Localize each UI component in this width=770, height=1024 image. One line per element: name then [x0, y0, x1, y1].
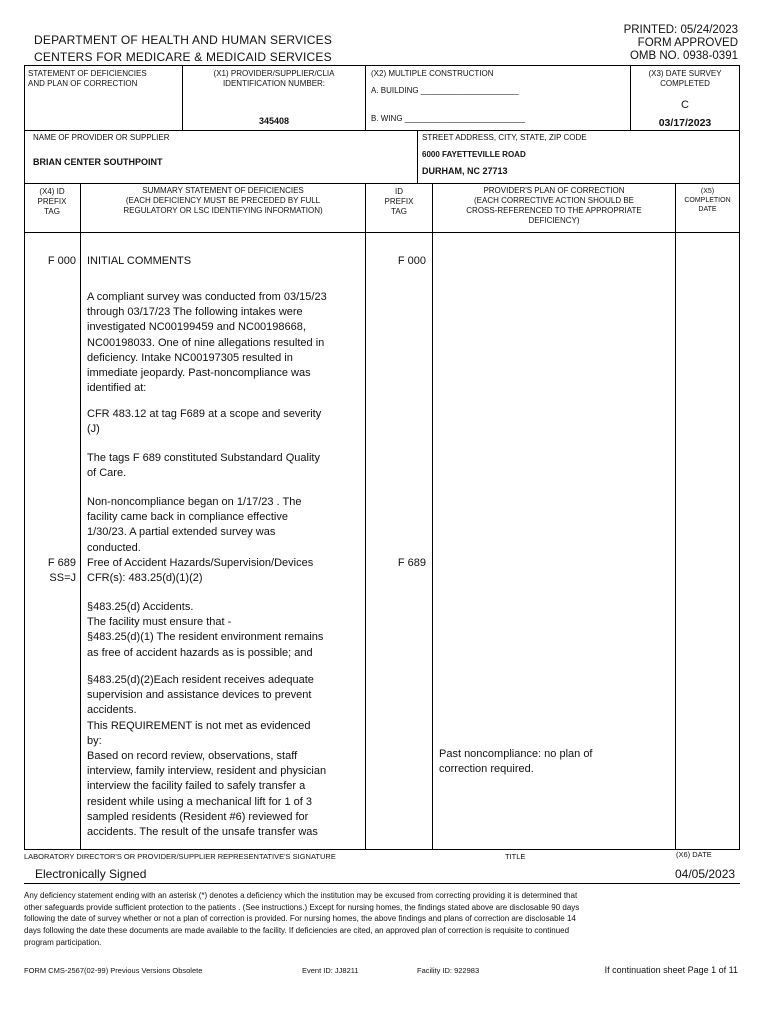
address-label: STREET ADDRESS, CITY, STATE, ZIP CODE — [422, 133, 587, 142]
disclosure-footnote: Any deficiency statement ending with an asterisk (*) denotes a deficiency which the institution may be excused from correcting providing it is determined that other safeguards provide sufficient protection to the patients . (See instructions.) Except for nursing homes, the findings stated above are disclosable 90 days following the date of survey whether or not a plan of correction is provided. For nursing homes, the above findings and plans of correction are disclosable 14 days following the date these documents are made available to the facility. If deficiencies are cited, an approved plan of correction is requisite to continued program participation. — [24, 891, 580, 947]
x5-header: (X5) COMPLETION DATE — [684, 188, 731, 213]
printed-date: PRINTED: 05/24/2023 — [623, 24, 738, 36]
x3-label: (X3) DATE SURVEY COMPLETED — [648, 69, 722, 88]
provider-name: BRIAN CENTER SOUTHPOINT — [33, 157, 163, 167]
page-number: If continuation sheet Page 1 of 11 — [604, 965, 738, 975]
provider-label: NAME OF PROVIDER OR SUPPLIER — [33, 133, 170, 142]
date-label: (X6) DATE — [676, 850, 712, 859]
survey-code: C — [681, 99, 689, 111]
wing-field: B. WING ___________________________ — [371, 114, 525, 123]
signature-value: Electronically Signed — [35, 867, 147, 881]
tag-f000-right: F 000 — [397, 255, 426, 267]
signature-date: 04/05/2023 — [675, 867, 736, 881]
f689-title: Free of Accident Hazards/Supervision/Devices CFR(s): 483.25(d)(1)(2) — [87, 557, 314, 585]
survey-date: 03/17/2023 — [658, 117, 712, 129]
paragraph-requirement: §483.25(d)(2)Each resident receives adequate supervision and assistance devices to prevent accidents. This REQUIREMENT is not met as evidenced by: Based on record review, observations, staff interview, family interview, resident and physician interview the facility failed to safely transfer a resident while using a mechanical lift for 1 of 3 sampled residents (Resident #6) reviewed for accidents. The result of the unsafe transfer was — [87, 674, 327, 839]
signature-label: LABORATORY DIRECTOR'S OR PROVIDER/SUPPLIER REPRESENTATIVE'S SIGNATURE — [24, 852, 336, 861]
tag-f689-right: F 689 — [397, 557, 426, 569]
building-field: A. BUILDING ______________________ — [371, 86, 519, 95]
paragraph-sqc: The tags F 689 constituted Substandard Quality of Care. — [87, 452, 320, 480]
id-header: ID PREFIX TAG — [384, 187, 414, 216]
event-id: Event ID: JJ8211 — [302, 966, 359, 975]
x1-label: (X1) PROVIDER/SUPPLIER/CLIA IDENTIFICATION NUMBER: — [213, 69, 335, 88]
x4-header: (X4) ID PREFIX TAG — [37, 187, 67, 216]
title-label: TITLE — [505, 852, 526, 861]
initial-comments-heading: INITIAL COMMENTS — [87, 255, 192, 267]
paragraph-noncompliance: Non-noncompliance began on 1/17/23 . The facility came back in compliance effective 1/30/23. A partial extended survey was conducted. — [87, 496, 302, 554]
provider-id-number: 345408 — [258, 116, 290, 126]
paragraph-accidents: §483.25(d) Accidents. The facility must ensure that - §483.25(d)(1) The resident environment remains as free of accident hazards as is possible; and — [87, 601, 324, 659]
x2-label: (X2) MULTIPLE CONSTRUCTION — [371, 69, 494, 78]
tag-f000: F 000 — [47, 255, 76, 267]
paragraph-survey: A compliant survey was conducted from 03/15/23 through 03/17/23 The following intakes were investigated NC00199459 and NC00198668, NC00198033. One of nine allegations resulted in deficiency. Intake NC00197305 resulted in immediate jeopardy. Past-noncompliance was identified at: — [87, 291, 327, 395]
agency-title: CENTERS FOR MEDICARE & MEDICAID SERVICES — [34, 50, 332, 64]
statement-label: STATEMENT OF DEFICIENCIES AND PLAN OF CORRECTION — [28, 69, 147, 88]
plan-header: PROVIDER'S PLAN OF CORRECTION (EACH CORRECTIVE ACTION SHOULD BE CROSS-REFERENCED TO THE APPROPRIATE DEFICIENCY) — [466, 186, 642, 225]
facility-id: Facility ID: 922983 — [417, 966, 480, 975]
form-number: FORM CMS-2567(02-99) Previous Versions Obsolete — [24, 966, 203, 975]
summary-header: SUMMARY STATEMENT OF DEFICIENCIES (EACH DEFICIENCY MUST BE PRECEDED BY FULL REGULATORY OR LSC IDENTIFYING INFORMATION) — [123, 186, 323, 215]
address-line2: DURHAM, NC 27713 — [422, 166, 508, 176]
department-title: DEPARTMENT OF HEALTH AND HUMAN SERVICES — [34, 33, 333, 47]
paragraph-cfr: CFR 483.12 at tag F689 at a scope and severity (J) — [87, 408, 322, 436]
omb-number: OMB NO. 0938-0391 — [629, 50, 738, 62]
tag-f689: F 689 SS=J — [47, 557, 76, 585]
address-line1: 6000 FAYETTEVILLE ROAD — [422, 150, 526, 159]
plan-of-correction-text: Past noncompliance: no plan of correction required. — [439, 748, 593, 776]
form-approved: FORM APPROVED — [637, 37, 738, 49]
